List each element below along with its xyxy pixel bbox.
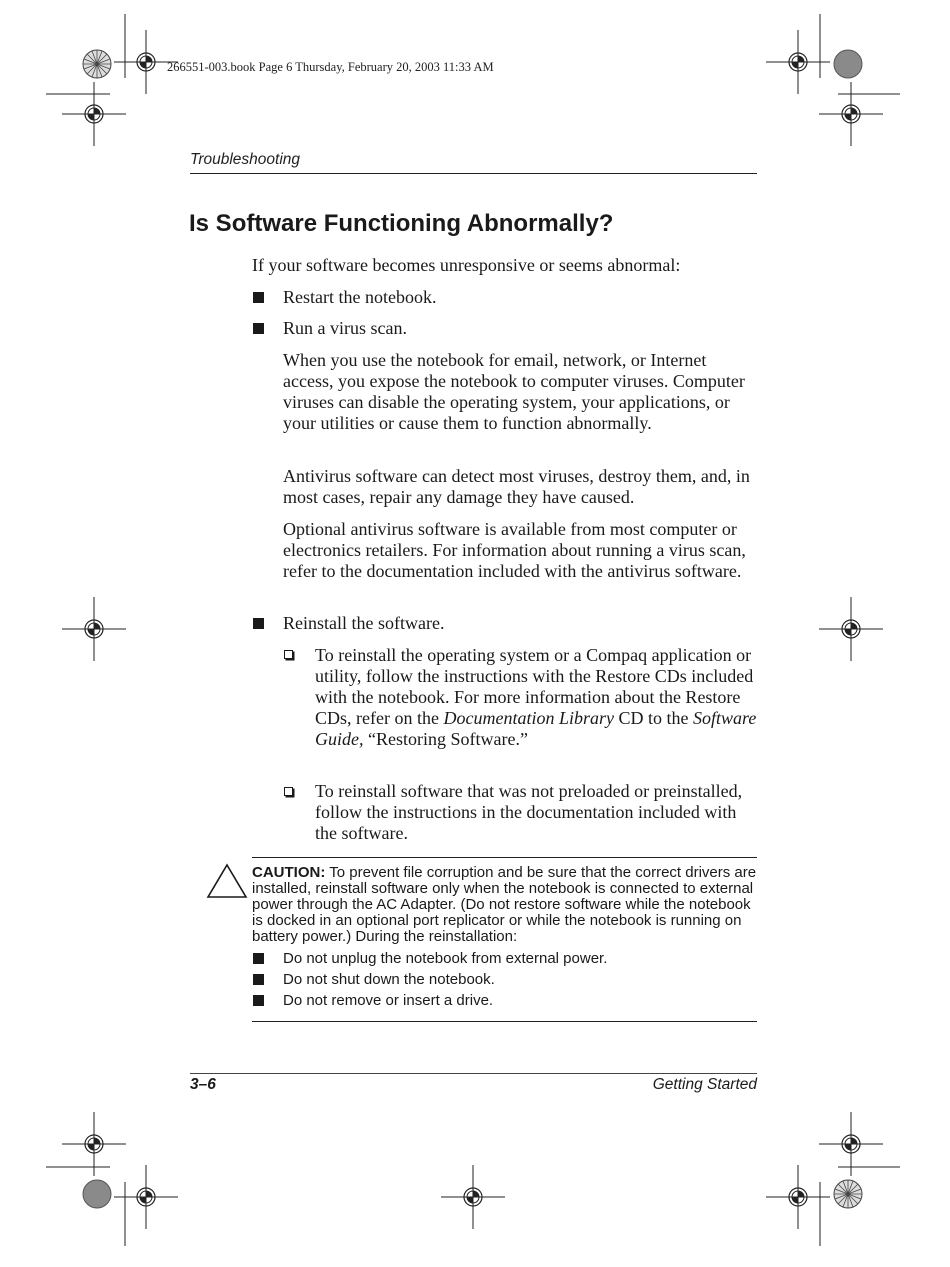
bullet-marker	[253, 323, 264, 334]
bullet-restart: Restart the notebook.	[283, 287, 437, 307]
intro-text: If your software becomes unresponsive or seems abnormal:	[252, 255, 681, 275]
bullet-marker	[253, 292, 264, 303]
reinstall-item-os-text-3: “Restoring Software.”	[363, 729, 528, 749]
bullet-virus-scan: Run a virus scan.	[283, 318, 407, 338]
reinstall-item-other: To reinstall software that was not preloaded or preinstalled, follow the instructions in the documentation included with the software.	[315, 781, 743, 843]
bullet-marker	[253, 618, 264, 629]
caution-text	[252, 865, 757, 945]
caution-top-rule	[252, 857, 757, 858]
reinstall-item-os-text-2: CD to the	[613, 708, 693, 728]
caution-bullet-marker	[253, 974, 264, 985]
caution-bullet-marker	[253, 995, 264, 1006]
reinstall-item-os	[315, 645, 757, 750]
documentation-library-title: Documentation Library	[443, 708, 614, 728]
running-head: Troubleshooting	[190, 151, 301, 168]
bullet-reinstall: Reinstall the software.	[283, 613, 445, 633]
caution-bullet-drive: Do not remove or insert a drive.	[283, 992, 494, 1009]
virus-paragraph-1: When you use the notebook for email, network, or Internet access, you expose the notebook to computer viruses. Computer viruses can disable the operating system, your applications, or your utilities or cause them to function abnormally.	[283, 350, 745, 433]
reinstall-item-os-text: To reinstall the operating system or a Compaq application or utility, follow the instructions with the Restore CDs included with the notebook. For more information about the Restore CDs, refer on the	[315, 645, 754, 728]
checkbox-bullet-icon	[284, 650, 293, 659]
caution-label: CAUTION:	[252, 864, 326, 881]
virus-paragraph-3: Optional antivirus software is available from most computer or electronics retailers. For information about running a virus scan, refer to the documentation included with the antivirus software.	[283, 519, 746, 581]
caution-body: To prevent file corruption and be sure that the correct drivers are installed, reinstall software only when the notebook is connected to external power through the AC Adapter. (Do not restore software while the notebook is docked in an optional port replicator or while the notebook is running on battery power.) During the reinstallation:	[252, 864, 757, 945]
book-slug-line: 266551-003.book Page 6 Thursday, February 20, 2003 11:33 AM	[167, 60, 494, 74]
software-guide-title: Software Guide,	[315, 708, 757, 749]
book-title: Getting Started	[652, 1076, 757, 1093]
header-rule	[190, 173, 757, 174]
page-title: Is Software Functioning Abnormally?	[189, 210, 614, 237]
page-number: 3–6	[190, 1076, 216, 1093]
virus-paragraph-2: Antivirus software can detect most viruses, destroy them, and, in most cases, repair any damage they have caused.	[283, 466, 750, 507]
caution-triangle-icon	[206, 863, 248, 899]
checkbox-bullet-icon	[284, 787, 293, 796]
caution-bottom-rule	[252, 1021, 757, 1022]
caution-bullet-shutdown: Do not shut down the notebook.	[283, 971, 495, 988]
caution-bullet-unplug: Do not unplug the notebook from external power.	[283, 950, 608, 967]
footer-rule	[190, 1073, 757, 1074]
caution-bullet-marker	[253, 953, 264, 964]
